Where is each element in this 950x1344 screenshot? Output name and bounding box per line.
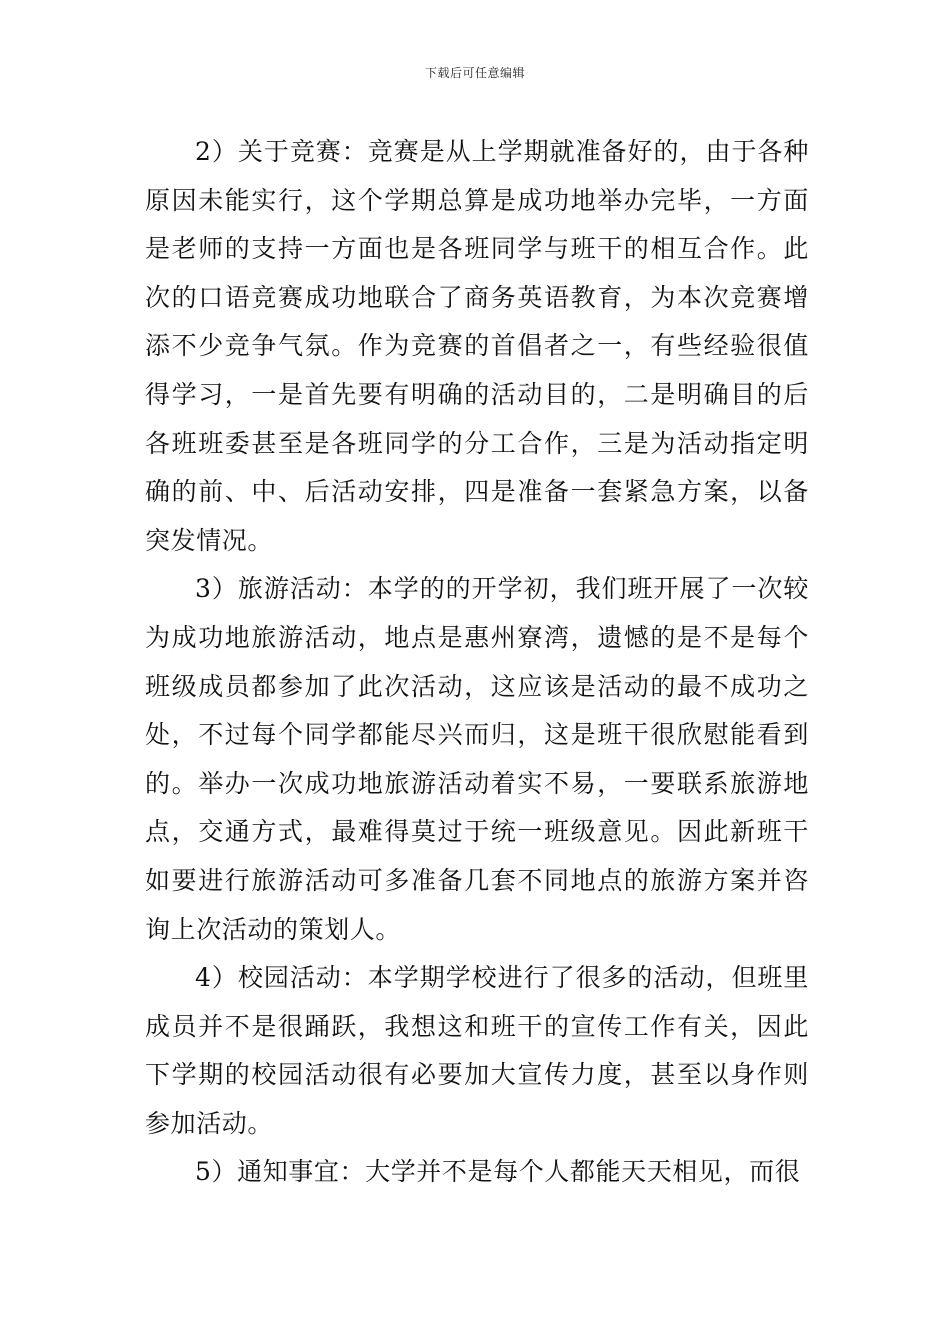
paragraph-competition: 2）关于竞赛：竞赛是从上学期就准备好的，由于各种原因未能实行，这个学期总算是成功地举办完毕，一方面是老师的支持一方面也是各班同学与班干的相互合作。此次的口语竞赛成功地联合了商务英语教育，为本次竞赛增添不少竞争气氛。作为竞赛的首倡者之一，有些经验很值得学习，一是首先要有明确的活动目的，二是明确目的后各班班委甚至是各班同学的分工合作，三是为活动指定明确的前、中、后活动安排，四是准备一套紧急方案，以备突发情况。	[145, 137, 809, 555]
page-header: 下载后可任意编辑	[424, 66, 525, 80]
paragraph-campus: 4）校园活动：本学期学校进行了很多的活动，但班里成员并不是很踊跃，我想这和班干的宣传工作有关，因此下学期的校园活动很有必要加大宣传力度，甚至以身作则参加活动。	[145, 963, 809, 1138]
body-text	[145, 128, 809, 1197]
paragraph-travel: 3）旅游活动：本学的的开学初，我们班开展了一次较为成功地旅游活动，地点是惠州寮湾，遗憾的是不是每个班级成员都参加了此次活动，这应该是活动的最不成功之处，不过每个同学都能尽兴而归，这是班干很欣慰能看到的。举办一次成功地旅游活动着实不易，一要联系旅游地点，交通方式，最难得莫过于统一班级意见。因此新班干如要进行旅游活动可多准备几套不同地点的旅游方案并咨询上次活动的策划人。	[145, 574, 809, 944]
paragraph-notice: 5）通知事宜：大学并不是每个人都能天天相见，而很	[195, 1157, 801, 1187]
